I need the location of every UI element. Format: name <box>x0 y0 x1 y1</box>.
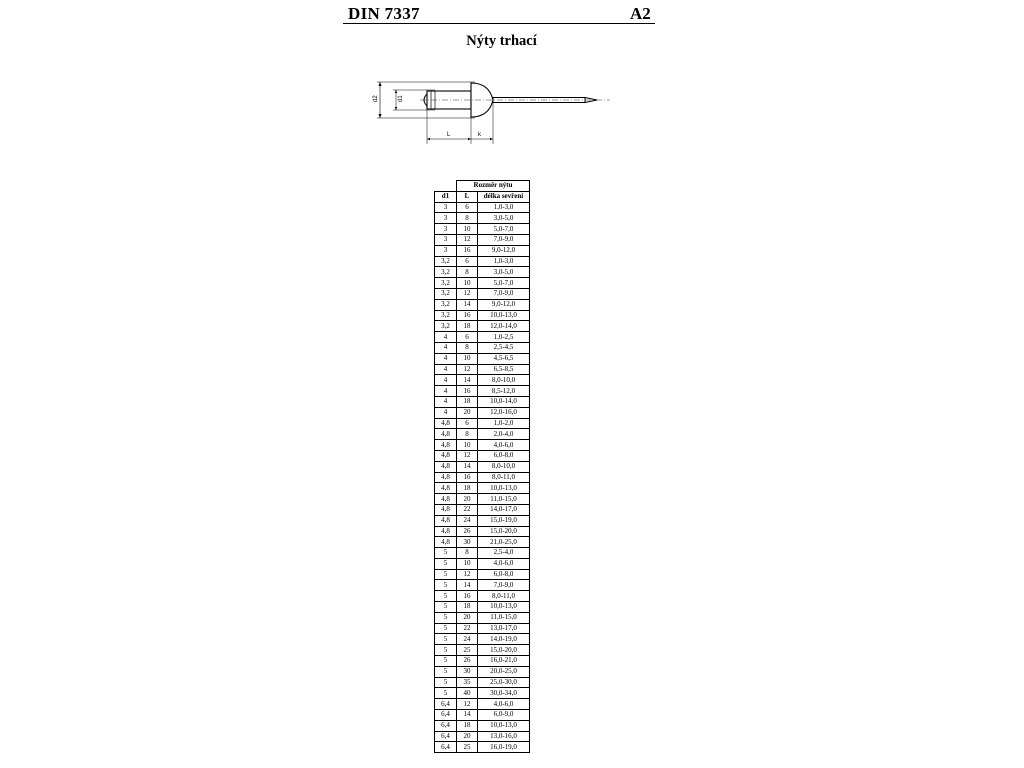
cell-d1: 5 <box>435 558 457 569</box>
cell-d1: 5 <box>435 645 457 656</box>
cell-d1: 6,4 <box>435 742 457 753</box>
cell-d1: 3,2 <box>435 299 457 310</box>
cell-d1: 3,2 <box>435 267 457 278</box>
cell-L: 16 <box>457 472 478 483</box>
cell-L: 20 <box>457 494 478 505</box>
table-row <box>435 364 530 375</box>
cell-grip-range: 15,0-19,0 <box>478 515 530 526</box>
cell-grip-range: 3,0-5,0 <box>478 213 530 224</box>
cell-grip-range: 2,5-4,5 <box>478 342 530 353</box>
table-row <box>435 234 530 245</box>
cell-L: 12 <box>457 364 478 375</box>
cell-d1: 4,8 <box>435 450 457 461</box>
cell-grip-range: 5,0-7,0 <box>478 278 530 289</box>
cell-d1: 4 <box>435 396 457 407</box>
cell-grip-range: 6,0-8,0 <box>478 450 530 461</box>
cell-grip-range: 9,0-12,0 <box>478 245 530 256</box>
cell-d1: 3,2 <box>435 288 457 299</box>
rivet-diagram-svg <box>365 72 615 147</box>
cell-L: 18 <box>457 483 478 494</box>
d2-arrow-bottom <box>379 114 382 118</box>
table-row <box>435 224 530 235</box>
table-row <box>435 742 530 753</box>
table-row <box>435 580 530 591</box>
cell-grip-range: 8,0-11,0 <box>478 591 530 602</box>
table-row <box>435 418 530 429</box>
cell-d1: 4,8 <box>435 494 457 505</box>
cell-L: 10 <box>457 224 478 235</box>
cell-L: 14 <box>457 299 478 310</box>
cell-L: 12 <box>457 234 478 245</box>
cell-grip-range: 7,0-9,0 <box>478 580 530 591</box>
cell-L: 40 <box>457 688 478 699</box>
cell-grip-range: 11,0-15,0 <box>478 612 530 623</box>
d1-label: d1 <box>398 95 404 102</box>
cell-L: 10 <box>457 558 478 569</box>
cell-d1: 3,2 <box>435 321 457 332</box>
table-row <box>435 688 530 699</box>
cell-grip-range: 1,0-2,5 <box>478 332 530 343</box>
table-row <box>435 699 530 710</box>
cell-grip-range: 6,0-8,0 <box>478 569 530 580</box>
page-title: Nýty trhací <box>466 33 537 49</box>
cell-grip-range: 2,0-4,0 <box>478 429 530 440</box>
table-row <box>435 450 530 461</box>
cell-L: 6 <box>457 202 478 213</box>
cell-grip-range: 2,5-4,0 <box>478 548 530 559</box>
table-row <box>435 278 530 289</box>
table-row <box>435 375 530 386</box>
table-row <box>435 310 530 321</box>
cell-d1: 3,2 <box>435 256 457 267</box>
table-row <box>435 299 530 310</box>
cell-L: 26 <box>457 526 478 537</box>
cell-d1: 3 <box>435 213 457 224</box>
table-row <box>435 202 530 213</box>
cell-L: 25 <box>457 742 478 753</box>
cell-grip-range: 16,0-21,0 <box>478 656 530 667</box>
table-row <box>435 569 530 580</box>
cell-grip-range: 1,0-3,0 <box>478 256 530 267</box>
cell-L: 35 <box>457 677 478 688</box>
table-row <box>435 710 530 721</box>
rivet-drawing <box>365 72 615 147</box>
table-row <box>435 342 530 353</box>
cell-L: 10 <box>457 440 478 451</box>
cell-d1: 5 <box>435 580 457 591</box>
L-arrow-right <box>468 138 471 140</box>
cell-d1: 4,8 <box>435 440 457 451</box>
cell-grip-range: 16,0-19,0 <box>478 742 530 753</box>
cell-d1: 4 <box>435 332 457 343</box>
cell-grip-range: 13,0-16,0 <box>478 731 530 742</box>
d2-label: d2 <box>373 95 379 102</box>
empty-corner-cell <box>435 181 457 192</box>
group-header-rozmer-nytu: Rozměr nýtu <box>457 181 530 192</box>
rivet-table <box>434 180 530 753</box>
cell-L: 18 <box>457 720 478 731</box>
cell-d1: 6,4 <box>435 731 457 742</box>
cell-grip-range: 8,5-12,0 <box>478 386 530 397</box>
cell-grip-range: 20,0-25,0 <box>478 666 530 677</box>
cell-d1: 3 <box>435 234 457 245</box>
cell-grip-range: 12,0-14,0 <box>478 321 530 332</box>
cell-L: 20 <box>457 407 478 418</box>
cell-d1: 5 <box>435 602 457 613</box>
cell-grip-range: 3,0-5,0 <box>478 267 530 278</box>
table-row <box>435 602 530 613</box>
table-row <box>435 656 530 667</box>
cell-d1: 5 <box>435 623 457 634</box>
cell-L: 14 <box>457 580 478 591</box>
cell-d1: 4,8 <box>435 472 457 483</box>
table-row <box>435 494 530 505</box>
table-row <box>435 634 530 645</box>
cell-grip-range: 15,0-20,0 <box>478 645 530 656</box>
cell-d1: 4 <box>435 353 457 364</box>
cell-grip-range: 10,0-13,0 <box>478 310 530 321</box>
table-row <box>435 677 530 688</box>
table-row <box>435 645 530 656</box>
cell-L: 16 <box>457 245 478 256</box>
cell-d1: 3,2 <box>435 310 457 321</box>
table-row <box>435 396 530 407</box>
L-label: L <box>447 132 451 138</box>
table-row <box>435 429 530 440</box>
cell-d1: 4 <box>435 375 457 386</box>
table-row <box>435 386 530 397</box>
table-row <box>435 526 530 537</box>
cell-d1: 5 <box>435 688 457 699</box>
table-row <box>435 472 530 483</box>
cell-d1: 4,8 <box>435 483 457 494</box>
material-grade: A2 <box>630 4 651 23</box>
table-row <box>435 537 530 548</box>
cell-d1: 4 <box>435 364 457 375</box>
cell-L: 14 <box>457 375 478 386</box>
table-row <box>435 591 530 602</box>
table-row <box>435 515 530 526</box>
cell-L: 12 <box>457 569 478 580</box>
cell-L: 10 <box>457 353 478 364</box>
table-row <box>435 288 530 299</box>
header-rule <box>343 23 655 24</box>
cell-grip-range: 30,0-34,0 <box>478 688 530 699</box>
table-row <box>435 256 530 267</box>
cell-d1: 4,8 <box>435 526 457 537</box>
cell-grip-range: 14,0-17,0 <box>478 504 530 515</box>
cell-grip-range: 5,0-7,0 <box>478 224 530 235</box>
cell-d1: 5 <box>435 612 457 623</box>
cell-grip-range: 13,0-17,0 <box>478 623 530 634</box>
cell-grip-range: 8,0-11,0 <box>478 472 530 483</box>
cell-L: 14 <box>457 710 478 721</box>
cell-d1: 4,8 <box>435 429 457 440</box>
cell-grip-range: 7,0-9,0 <box>478 234 530 245</box>
cell-L: 26 <box>457 656 478 667</box>
cell-L: 6 <box>457 418 478 429</box>
cell-L: 18 <box>457 602 478 613</box>
d2-arrow-top <box>379 82 382 86</box>
cell-grip-range: 12,0-16,0 <box>478 407 530 418</box>
cell-L: 22 <box>457 504 478 515</box>
table-row <box>435 612 530 623</box>
cell-L: 8 <box>457 267 478 278</box>
cell-d1: 3 <box>435 245 457 256</box>
cell-grip-range: 1,0-2,0 <box>478 418 530 429</box>
cell-grip-range: 4,0-6,0 <box>478 558 530 569</box>
cell-d1: 5 <box>435 677 457 688</box>
table-row <box>435 623 530 634</box>
table-row <box>435 213 530 224</box>
cell-L: 8 <box>457 342 478 353</box>
cell-d1: 3,2 <box>435 278 457 289</box>
d1-arrow-bottom <box>395 107 397 110</box>
table-row <box>435 483 530 494</box>
cell-L: 20 <box>457 612 478 623</box>
cell-d1: 6,4 <box>435 720 457 731</box>
cell-d1: 6,4 <box>435 710 457 721</box>
cell-L: 8 <box>457 213 478 224</box>
cell-d1: 4,8 <box>435 461 457 472</box>
cell-L: 22 <box>457 623 478 634</box>
cell-grip-range: 15,0-20,0 <box>478 526 530 537</box>
table-row <box>435 332 530 343</box>
cell-d1: 5 <box>435 591 457 602</box>
cell-grip-range: 4,0-6,0 <box>478 440 530 451</box>
cell-L: 30 <box>457 666 478 677</box>
cell-d1: 5 <box>435 548 457 559</box>
table-body <box>435 202 530 753</box>
table-column-header-row <box>435 191 530 202</box>
rivet-size-table <box>434 180 530 753</box>
column-header-d1: d1 <box>435 191 457 202</box>
cell-L: 6 <box>457 256 478 267</box>
cell-grip-range: 4,0-6,0 <box>478 699 530 710</box>
cell-d1: 3 <box>435 202 457 213</box>
L-arrow-left <box>427 138 430 140</box>
table-row <box>435 267 530 278</box>
column-header-L: L <box>457 191 478 202</box>
cell-grip-range: 8,0-10,0 <box>478 375 530 386</box>
d1-arrow-top <box>395 90 397 93</box>
cell-grip-range: 11,0-15,0 <box>478 494 530 505</box>
cell-grip-range: 7,0-9,0 <box>478 288 530 299</box>
cell-L: 12 <box>457 288 478 299</box>
table-row <box>435 504 530 515</box>
table-row <box>435 353 530 364</box>
cell-grip-range: 8,0-10,0 <box>478 461 530 472</box>
standard-number: DIN 7337 <box>348 4 420 23</box>
table-row <box>435 731 530 742</box>
table-row <box>435 440 530 451</box>
table-row <box>435 720 530 731</box>
cell-grip-range: 1,0-3,0 <box>478 202 530 213</box>
k-label: k <box>478 132 481 138</box>
cell-L: 24 <box>457 515 478 526</box>
cell-grip-range: 4,5-6,5 <box>478 353 530 364</box>
cell-L: 18 <box>457 321 478 332</box>
cell-L: 6 <box>457 332 478 343</box>
cell-grip-range: 10,0-13,0 <box>478 602 530 613</box>
column-header-grip-range: délka sevření <box>478 191 530 202</box>
cell-d1: 5 <box>435 569 457 580</box>
cell-L: 18 <box>457 396 478 407</box>
table-row <box>435 666 530 677</box>
cell-grip-range: 21,0-25,0 <box>478 537 530 548</box>
cell-grip-range: 10,0-13,0 <box>478 720 530 731</box>
cell-L: 12 <box>457 699 478 710</box>
cell-L: 24 <box>457 634 478 645</box>
table-row <box>435 245 530 256</box>
cell-d1: 4 <box>435 386 457 397</box>
cell-d1: 4 <box>435 407 457 418</box>
cell-d1: 5 <box>435 666 457 677</box>
cell-L: 16 <box>457 386 478 397</box>
cell-L: 16 <box>457 591 478 602</box>
cell-d1: 4,8 <box>435 504 457 515</box>
table-row <box>435 321 530 332</box>
table-group-header-row <box>435 181 530 192</box>
cell-d1: 4,8 <box>435 515 457 526</box>
table-row <box>435 558 530 569</box>
cell-d1: 6,4 <box>435 699 457 710</box>
cell-L: 8 <box>457 548 478 559</box>
cell-L: 16 <box>457 310 478 321</box>
cell-L: 14 <box>457 461 478 472</box>
table-row <box>435 548 530 559</box>
cell-L: 12 <box>457 450 478 461</box>
cell-grip-range: 14,0-19,0 <box>478 634 530 645</box>
cell-L: 25 <box>457 645 478 656</box>
cell-d1: 5 <box>435 656 457 667</box>
cell-L: 10 <box>457 278 478 289</box>
cell-grip-range: 6,5-8,5 <box>478 364 530 375</box>
table-row <box>435 461 530 472</box>
cell-d1: 3 <box>435 224 457 235</box>
cell-d1: 5 <box>435 634 457 645</box>
cell-grip-range: 25,0-30,0 <box>478 677 530 688</box>
table-row <box>435 407 530 418</box>
cell-grip-range: 6,0-9,0 <box>478 710 530 721</box>
cell-grip-range: 9,0-12,0 <box>478 299 530 310</box>
cell-d1: 4,8 <box>435 418 457 429</box>
cell-d1: 4,8 <box>435 537 457 548</box>
cell-d1: 4 <box>435 342 457 353</box>
cell-grip-range: 10,0-14,0 <box>478 396 530 407</box>
cell-L: 20 <box>457 731 478 742</box>
cell-L: 8 <box>457 429 478 440</box>
cell-grip-range: 10,0-13,0 <box>478 483 530 494</box>
cell-L: 30 <box>457 537 478 548</box>
k-arrow-right <box>490 138 493 140</box>
